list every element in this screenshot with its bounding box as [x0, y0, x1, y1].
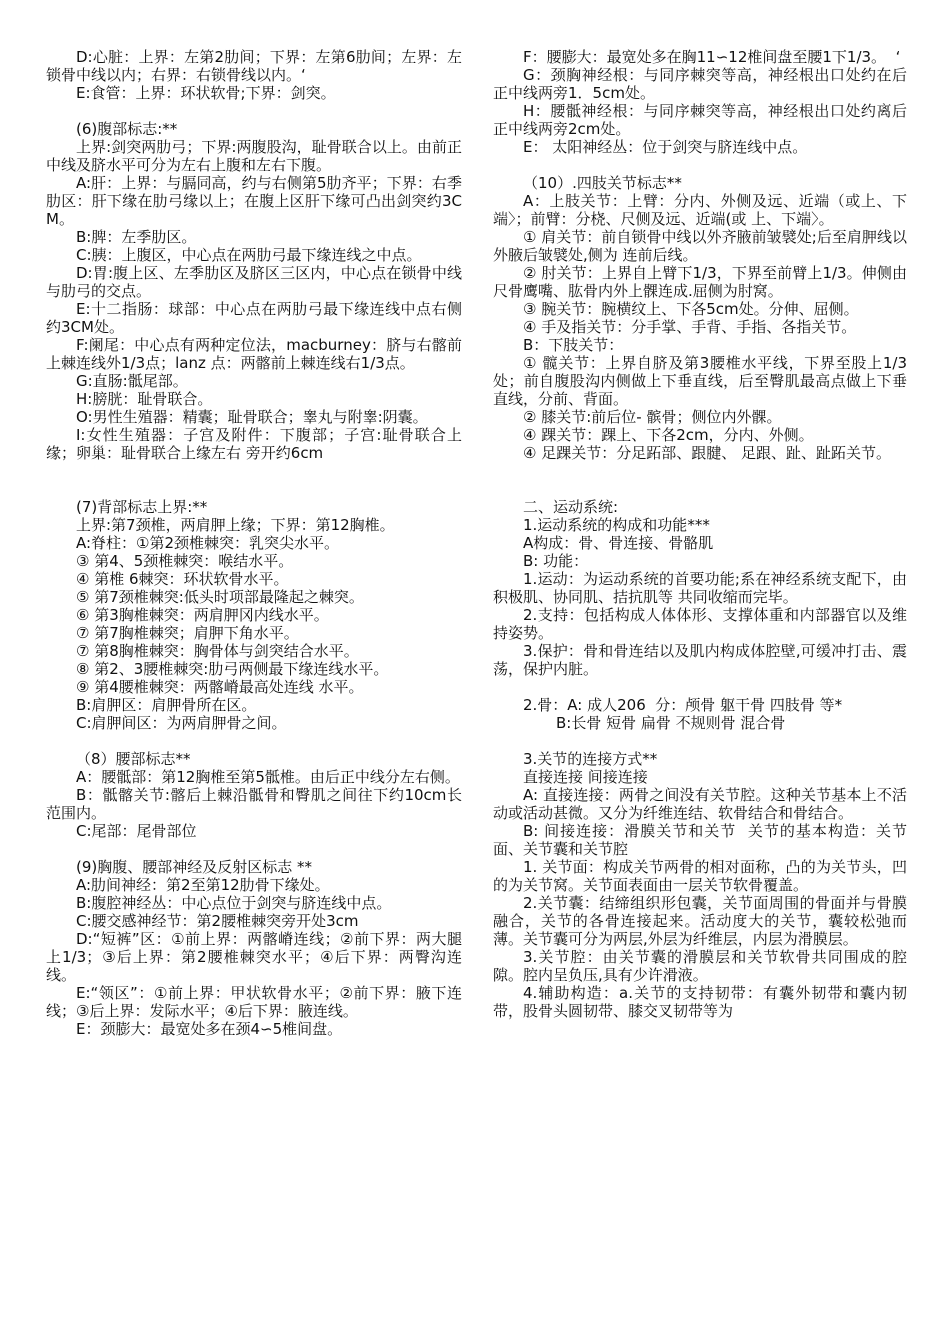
text-paragraph: ⑥ 第3胸椎棘突：两肩胛冈内线水平。 [76, 606, 329, 624]
text-paragraph: ⑨ 第4腰椎棘突：两髂嵴最高处连线 水平。 [76, 678, 364, 696]
text-paragraph: I:女性生殖器：子宫及附件：下腹部；子宫:耻骨联合上缘；卵巢：耻骨联合上缘左右 旁开约6cm [46, 426, 462, 462]
text-paragraph: E：颈膨大：最宽处多在颈4∽5椎间盘。 [76, 1020, 343, 1038]
text-paragraph: 1.运动：为运动系统的首要功能;系在神经系统支配下，由积极肌、协同肌、拮抗肌等 共同收缩而完毕。 [493, 570, 907, 606]
text-paragraph: 3.关节腔：由关节囊的滑膜层和关节软骨共同围成的腔隙。腔内呈负压,具有少许滑液。 [493, 948, 907, 984]
paragraph-spacer [46, 462, 462, 498]
text-paragraph: 3.保护：骨和骨连结以及肌内构成体腔壁,可缓冲打击、震荡，保护内脏。 [493, 642, 907, 678]
text-paragraph: G：颈胸神经根：与同序棘突等高，神经根出口处约在后正中线两旁1．5cm处。 [493, 66, 907, 102]
text-paragraph: ⑧ 第2、3腰椎棘突:肋弓两侧最下缘连线水平。 [76, 660, 389, 678]
text-paragraph: C:胰：上腹区，中心点在两肋弓最下缘连线之中点。 [76, 246, 422, 264]
text-paragraph: H：腰骶神经根：与同序棘突等高，神经根出口处约离后正中线两旁2cm处。 [493, 102, 907, 138]
text-paragraph: E:食管：上界：环状软骨;下界：剑突。 [76, 84, 336, 102]
text-paragraph: ② 膝关节:前后位- 髌骨；侧位内外髁。 [523, 408, 782, 426]
text-paragraph: A：腰骶部：第12胸椎至第5骶椎。由后正中线分左右侧。 [76, 768, 460, 786]
text-paragraph: A：上肢关节：上臂：分内、外侧及远、近端（或上、下端〉；前臂：分桡、尺侧及远、近端(或 上、下端〉。 [493, 192, 907, 228]
paragraph-spacer [493, 156, 907, 174]
text-paragraph: 2.骨：A: 成人206 分：颅骨 躯干骨 四肢骨 等* [523, 696, 843, 714]
text-paragraph: B：骶髂关节:髂后上棘沿骶骨和臀肌之间往下约10cm长范围内。 [46, 786, 462, 822]
text-paragraph: B：下肢关节： [523, 336, 624, 354]
text-paragraph: ⑦ 第8胸椎棘突：胸骨体与剑突结合水平。 [76, 642, 359, 660]
text-paragraph: C:尾部：尾骨部位 [76, 822, 197, 840]
text-paragraph: O:男性生殖器：精囊；耻骨联合；睾丸与附睾:阴囊。 [76, 408, 428, 426]
paragraph-spacer [493, 462, 907, 498]
text-paragraph: 2.支持：包括构成人体体形、支撑体重和内部器官以及维持姿势。 [493, 606, 907, 642]
text-paragraph: A:肝：上界：与膈同高，约与右侧第5肋齐平；下界：右季肋区：肝下缘在肋弓缘以上；在腹上区肝下缘可凸出剑突约3CM。 [46, 174, 462, 228]
text-paragraph: ⑤ 第7颈椎棘突:低头时项部最隆起之棘突。 [76, 588, 364, 606]
paragraph-spacer [46, 732, 462, 750]
text-paragraph: （8）腰部标志** [76, 750, 191, 768]
text-paragraph: (6)腹部标志:** [76, 120, 178, 138]
paragraph-spacer [46, 102, 462, 120]
text-paragraph: B:长骨 短骨 扁骨 不规则骨 混合骨 [556, 714, 786, 732]
text-paragraph: A: 直接连接：两骨之间没有关节腔。这种关节基本上不活动或活动甚微。又分为纤维连结、软骨结合和骨结合。 [493, 786, 907, 822]
text-paragraph: ① 髋关节：上界自脐及第3腰椎水平线，下界至股上1/3处；前自腹股沟内侧做上下垂直线，后至臀肌最高点做上下垂直线，分前、背面。 [493, 354, 907, 408]
text-paragraph: ③ 腕关节：腕横纹上、下各5cm处。分伸、屈侧。 [523, 300, 859, 318]
text-paragraph: F：腰膨大：最宽处多在胸11∽12椎间盘至腰1下1/3。 ‘ [523, 48, 901, 66]
text-paragraph: B:脾：左季肋区。 [76, 228, 197, 246]
text-paragraph: F:阑尾：中心点有两种定位法，macburney：脐与右髂前上棘连线外1/3点；lanz 点：两髂前上棘连线右1/3点。 [46, 336, 462, 372]
text-paragraph: ④ 第椎 6棘突：环状软骨水平。 [76, 570, 289, 588]
text-paragraph: 1. 关节面：构成关节两骨的相对面称，凸的为关节头，凹的为关节窝。关节面表面由一层关节软骨覆盖。 [493, 858, 907, 894]
text-paragraph: (9)胸腹、腰部神经及反射区标志 ** [76, 858, 313, 876]
text-paragraph: B: 间接连接：滑膜关节和关节 关节的基本构造：关节面、关节囊和关节腔 [493, 822, 907, 858]
left-column [46, 48, 462, 1038]
text-paragraph: B:肩胛区：肩胛骨所在区。 [76, 696, 257, 714]
text-paragraph: ② 肘关节：上界自上臂下1/3，下界至前臂上1/3。伸侧由尺骨鹰嘴、肱骨内外上髁连成.屈侧为肘窝。 [493, 264, 907, 300]
text-paragraph: D:“短裤”区：①前上界：两髂嵴连线；②前下界：两大腿上1/3；③后上界：第2腰椎棘突水平；④后下界：两臀沟连线。 [46, 930, 462, 984]
text-paragraph: ⑦ 第7胸椎棘突；肩胛下角水平。 [76, 624, 299, 642]
text-paragraph: H:膀胱：耻骨联合。 [76, 390, 213, 408]
text-paragraph: C:腰交感神经节：第2腰椎棘突旁开处3cm [76, 912, 359, 930]
text-paragraph: 4.辅助构造：a.关节的支持韧带：有囊外韧带和囊内韧带，股骨头圆韧带、膝交叉韧带等为 [493, 984, 907, 1020]
text-paragraph: 1.运动系统的构成和功能*** [523, 516, 710, 534]
text-paragraph: E:“领区”：①前上界：甲状软骨水平；②前下界：腋下连线；③后上界：发际水平；④后下界：腋连线。 [46, 984, 462, 1020]
text-paragraph: C:肩胛间区：为两肩胛骨之间。 [76, 714, 287, 732]
text-paragraph: B: 功能： [523, 552, 589, 570]
right-column [493, 48, 907, 1020]
text-paragraph: 上界:第7颈椎，两肩胛上缘；下界：第12胸椎。 [76, 516, 395, 534]
text-paragraph: (7)背部标志上界:** [76, 498, 208, 516]
text-paragraph: ① 肩关节：前自锁骨中线以外齐腋前皱襞处;后至肩胛线以外腋后皱襞处,侧为 连前后线。 [493, 228, 907, 264]
text-paragraph: B:腹腔神经丛：中心点位于剑突与脐连线中点。 [76, 894, 392, 912]
text-paragraph: ④ 手及指关节：分手掌、手背、手指、各指关节。 [523, 318, 857, 336]
paragraph-spacer [493, 678, 907, 696]
text-paragraph: D:胃:腹上区、左季肋区及脐区三区内，中心点在锁骨中线与肋弓的交点。 [46, 264, 462, 300]
text-paragraph: 3.关节的连接方式** [523, 750, 658, 768]
text-paragraph: 2.关节囊：结缔组织形包囊，关节面周围的骨面并与骨膜融合，关节的各骨连接起来。活动度大的关节，囊较松弛而薄。关节囊可分为两层,外层为纤维层，内层为滑膜层。 [493, 894, 907, 948]
text-paragraph: A:肋间神经：第2至第12肋骨下缘处。 [76, 876, 330, 894]
paragraph-spacer [46, 840, 462, 858]
paragraph-spacer [493, 732, 907, 750]
text-paragraph: ④ 足踝关节：分足跖部、跟腱、 足跟、趾、趾跖关节。 [523, 444, 891, 462]
text-paragraph: E:十二指肠：球部：中心点在两肋弓最下缘连线中点右侧约3CM处。 [46, 300, 462, 336]
text-paragraph: （10）.四肢关节标志** [523, 174, 682, 192]
text-paragraph: A构成：骨、骨连接、骨骼肌 [523, 534, 714, 552]
text-paragraph: 二、运动系统: [523, 498, 619, 516]
text-paragraph: A:脊柱：①第2颈椎棘突：乳突尖水平。 [76, 534, 340, 552]
text-paragraph: G:直肠:骶尾部。 [76, 372, 188, 390]
text-paragraph: ③ 第4、5颈椎棘突：喉结水平。 [76, 552, 294, 570]
text-paragraph: 上界:剑突两肋弓；下界:两腹股沟，耻骨联合以上。由前正中线及脐水平可分为左右上腹和左右下腹。 [46, 138, 462, 174]
text-paragraph: 直接连接 间接连接 [523, 768, 648, 786]
text-paragraph: E： 太阳神经丛：位于剑突与脐连线中点。 [523, 138, 808, 156]
text-paragraph: ④ 踝关节：踝上、下各2cm，分内、外侧。 [523, 426, 814, 444]
text-paragraph: D:心脏：上界：左第2肋间；下界：左第6肋间；左界：左锁骨中线以内；右界：右锁骨线以内。‘ [46, 48, 462, 84]
